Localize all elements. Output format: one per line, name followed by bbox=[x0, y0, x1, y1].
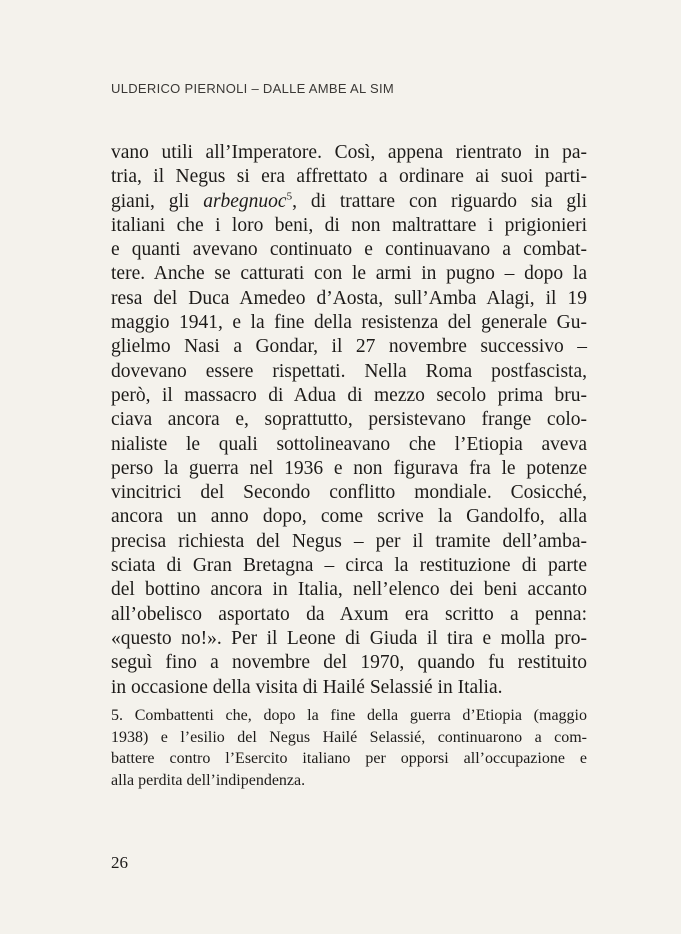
body-text bbox=[111, 141, 587, 700]
body-line: ancora un anno dopo, come scrive la Gandolfo, alla bbox=[111, 506, 587, 528]
footnote-line: 5. Combattenti che, dopo la fine della guerra d’Etiopia (maggio bbox=[111, 707, 587, 724]
italic-term: arbegnuoc bbox=[203, 190, 287, 212]
body-line: «questo no!». Per il Leone di Giuda il tira e molla pro- bbox=[111, 627, 587, 649]
footnote-ref: 5 bbox=[286, 190, 293, 203]
body-line: ciava ancora e, soprattutto, persistevano frange colo- bbox=[111, 409, 587, 431]
body-line: in occasione della visita di Hailé Selassié in Italia. bbox=[111, 676, 503, 698]
body-line: italiani che i loro beni, di non maltrattare i prigionieri bbox=[111, 214, 587, 236]
footnote bbox=[111, 705, 587, 791]
footnote-line: alla perdita dell’indipendenza. bbox=[111, 771, 306, 789]
body-line: tria, il Negus si era affrettato a ordinare ai suoi parti- bbox=[111, 166, 587, 188]
body-line bbox=[111, 190, 587, 214]
body-line: glielmo Nasi a Gondar, il 27 novembre successivo – bbox=[111, 336, 587, 358]
body-line: e quanti avevano continuato e continuavano a combat- bbox=[111, 239, 587, 261]
page-number: 26 bbox=[111, 853, 128, 872]
body-line: perso la guerra nel 1936 e non figurava fra le potenze bbox=[111, 457, 587, 479]
body-line: sciata di Gran Bretagna – circa la restituzione di parte bbox=[111, 555, 587, 577]
body-line: maggio 1941, e la fine della resistenza del generale Gu- bbox=[111, 312, 587, 334]
footnote-line: 1938) e l’esilio del Negus Hailé Selassié, continuarono a com- bbox=[111, 728, 587, 746]
body-line: tere. Anche se catturati con le armi in pugno – dopo la bbox=[111, 263, 587, 285]
body-line: vano utili all’Imperatore. Così, appena rientrato in pa- bbox=[111, 142, 587, 163]
body-line-segment: , di trattare con riguardo sia gli bbox=[292, 190, 587, 212]
body-line: dovevano essere rispettati. Nella Roma postfascista, bbox=[111, 360, 587, 382]
body-line: all’obelisco asportato da Axum era scritto a penna: bbox=[111, 603, 587, 625]
body-line: resa del Duca Amedeo d’Aosta, sull’Amba Alagi, il 19 bbox=[111, 287, 587, 309]
body-line: nialiste le quali sottolineavano che l’Etiopia aveva bbox=[111, 433, 587, 455]
body-line: seguì fino a novembre del 1970, quando fu restituito bbox=[111, 652, 587, 674]
body-line: però, il massacro di Adua di mezzo secolo prima bru- bbox=[111, 384, 587, 406]
body-line: vincitrici del Secondo conflitto mondiale. Cosicché, bbox=[111, 482, 587, 504]
body-line: precisa richiesta del Negus – per il tramite dell’amba- bbox=[111, 530, 587, 552]
body-line-segment: giani, gli bbox=[111, 190, 204, 212]
body-line: del bottino ancora in Italia, nell’elenco dei beni accanto bbox=[111, 579, 587, 601]
running-head: ULDERICO PIERNOLI – DALLE AMBE AL SIM bbox=[111, 81, 394, 96]
footnote-line: battere contro l’Esercito italiano per opporsi all’occupazione e bbox=[111, 750, 587, 767]
